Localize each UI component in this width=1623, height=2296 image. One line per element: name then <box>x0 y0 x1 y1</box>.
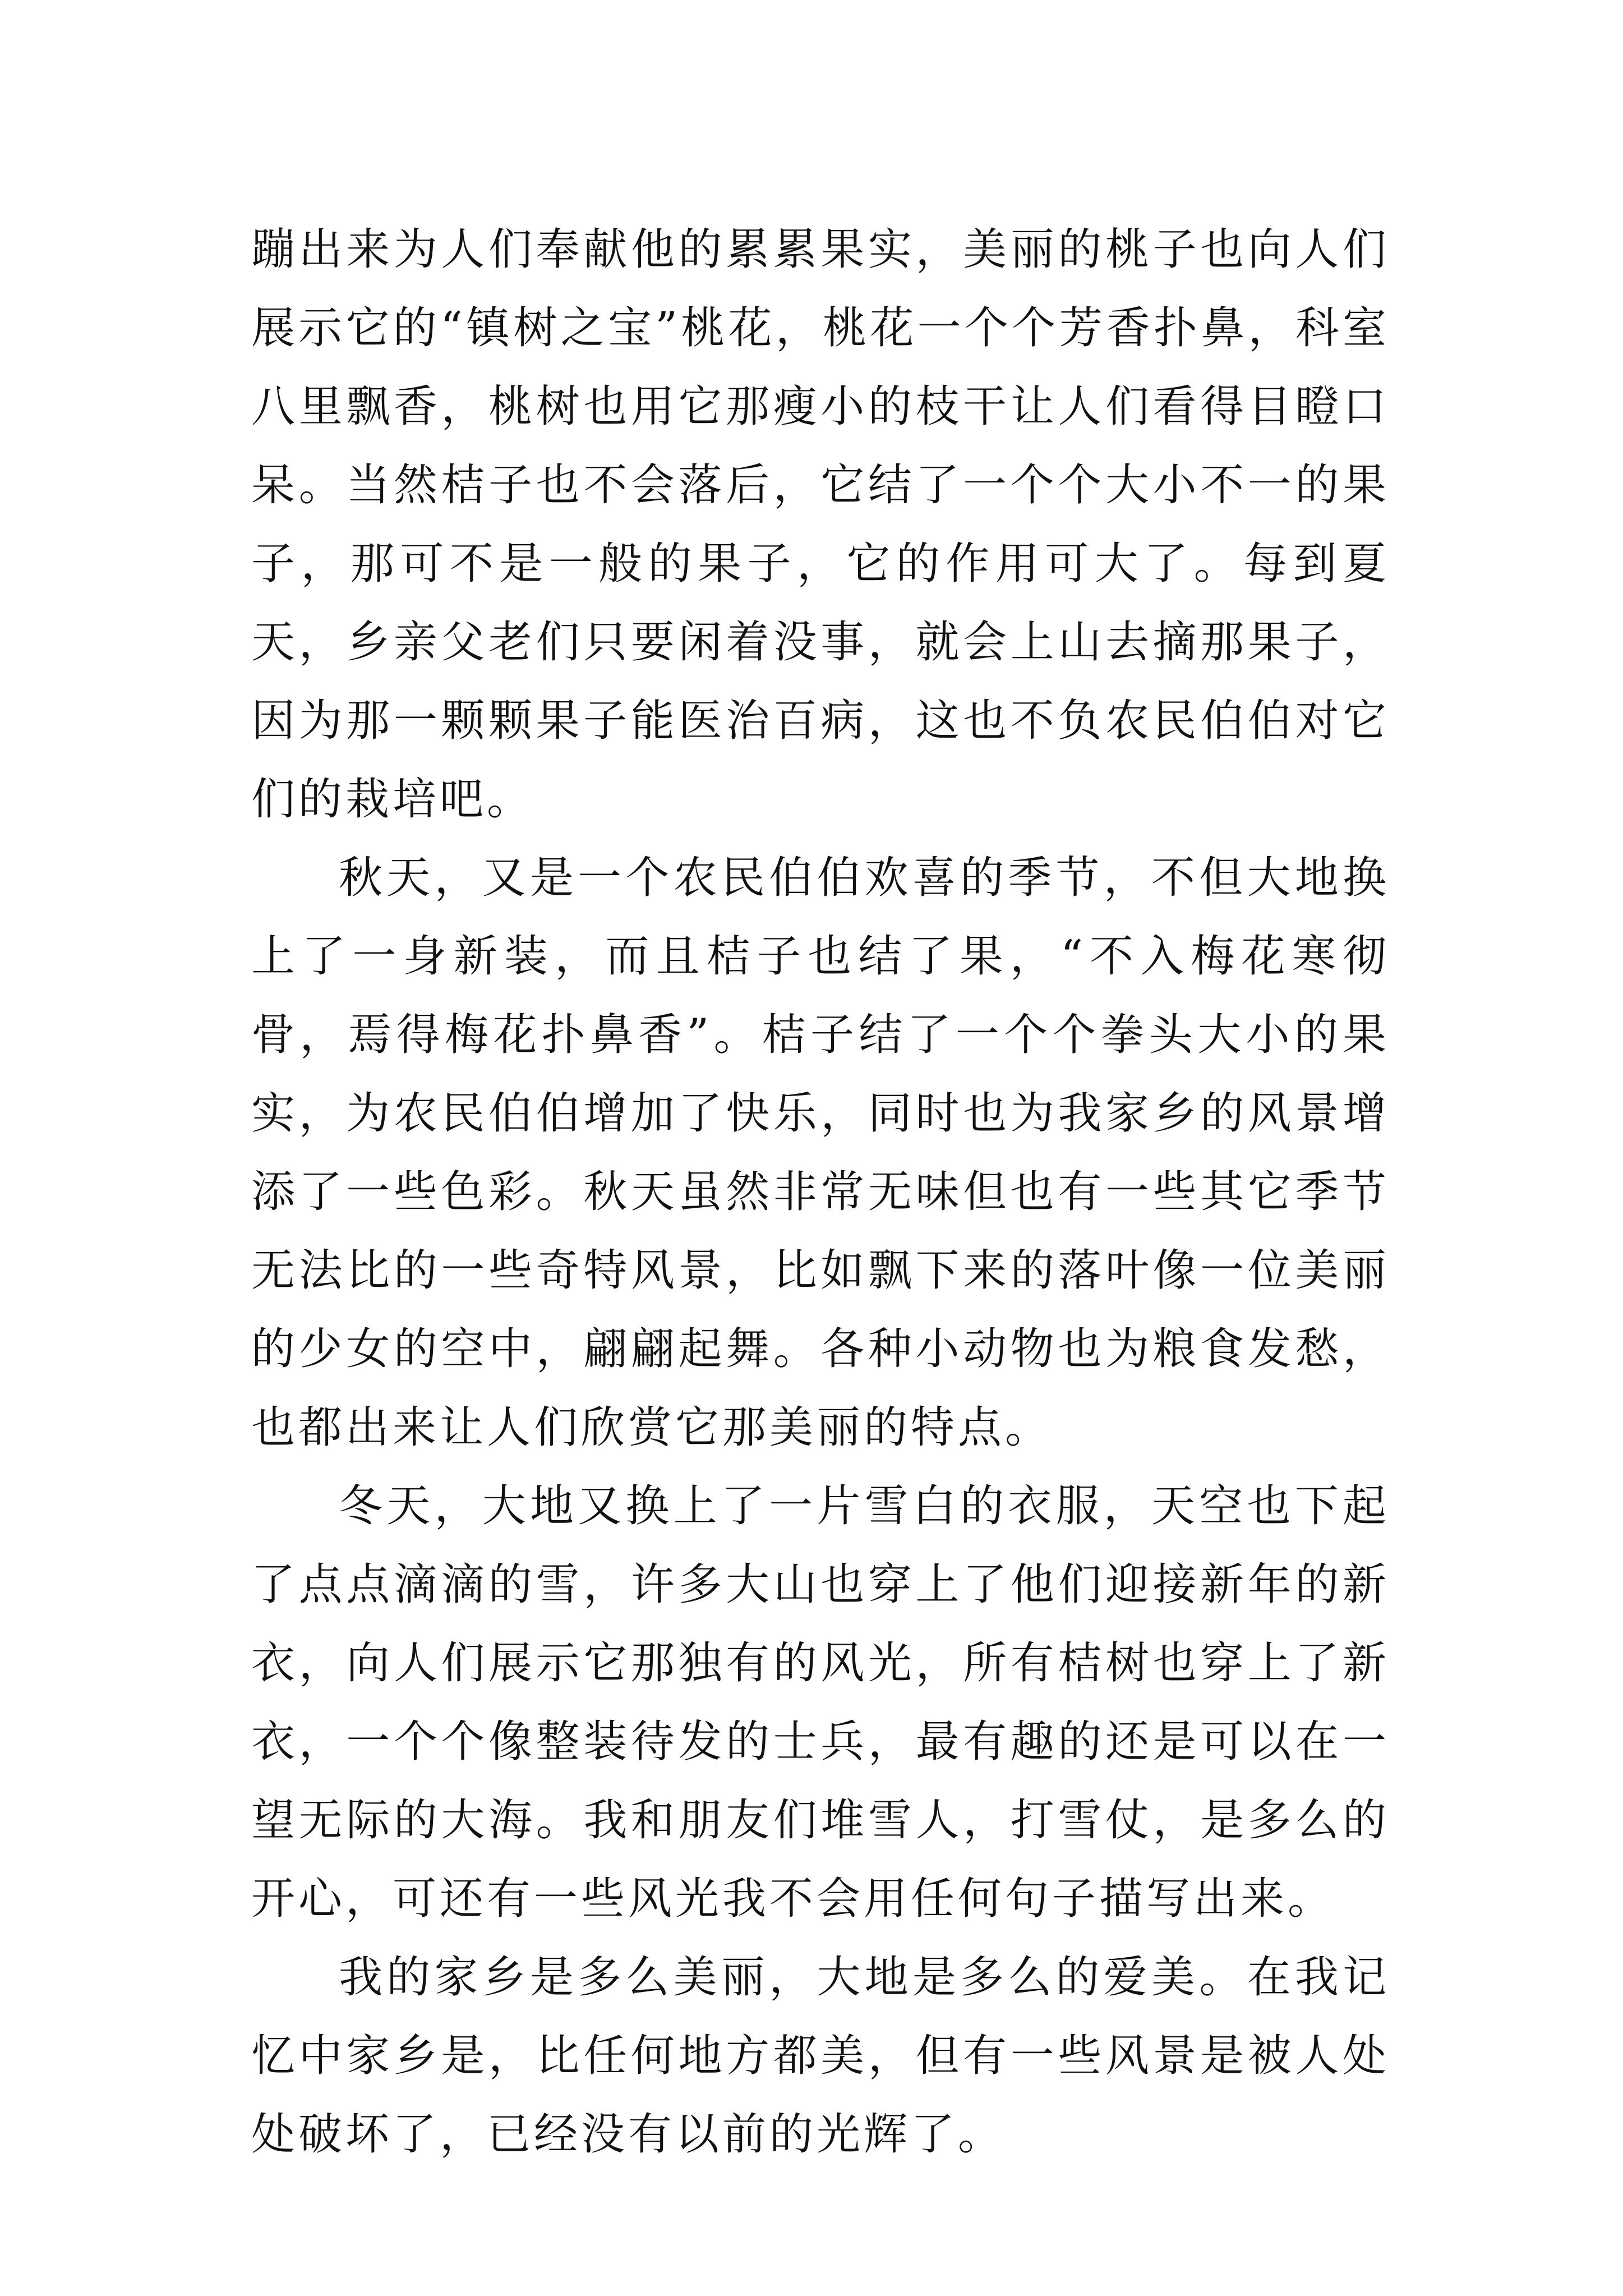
paragraph-4: 我的家乡是多么美丽，大地是多么的爱美。在我记忆中家乡是，比任何地方都美，但有一些风景是被人处处破坏了，已经没有以前的光辉了。 <box>251 1952 1390 2160</box>
paragraph-1: 蹦出来为人们奉献他的累累果实，美丽的桃子也向人们展示它的“镇树之宝”桃花，桃花一个个芳香扑鼻，科室八里飘香，桃树也用它那瘦小的枝干让人们看得目瞪口呆。当然桔子也不会落后，它结了一个个大小不一的果子，那可不是一般的果子，它的作用可大了。每到夏天，乡亲父老们只要闲着没事，就会上山去摘那果子，因为那一颗颗果子能医治百病，这也不负农民伯伯对它们的栽培吧。 <box>251 224 1390 825</box>
paragraph-2: 秋天，又是一个农民伯伯欢喜的季节，不但大地换上了一身新装，而且桔子也结了果，“不入梅花寒彻骨，焉得梅花扑鼻香”。桔子结了一个个拳头大小的果实，为农民伯伯增加了快乐，同时也为我家乡的风景增添了一些色彩。秋天虽然非常无味但也有一些其它季节无法比的一些奇特风景，比如飘下来的落叶像一位美丽的少女的空中，翩翩起舞。各种小动物也为粮食发愁，也都出来让人们欣赏它那美丽的特点。 <box>251 853 1390 1453</box>
paragraph-3: 冬天，大地又换上了一片雪白的衣服，天空也下起了点点滴滴的雪，许多大山也穿上了他们迎接新年的新衣，向人们展示它那独有的风光，所有桔树也穿上了新衣，一个个像整装待发的士兵，最有趣的还是可以在一望无际的大海。我和朋友们堆雪人，打雪仗，是多么的开心，可还有一些风光我不会用任何句子描写出来。 <box>251 1481 1390 1924</box>
document-body <box>251 210 1390 2174</box>
